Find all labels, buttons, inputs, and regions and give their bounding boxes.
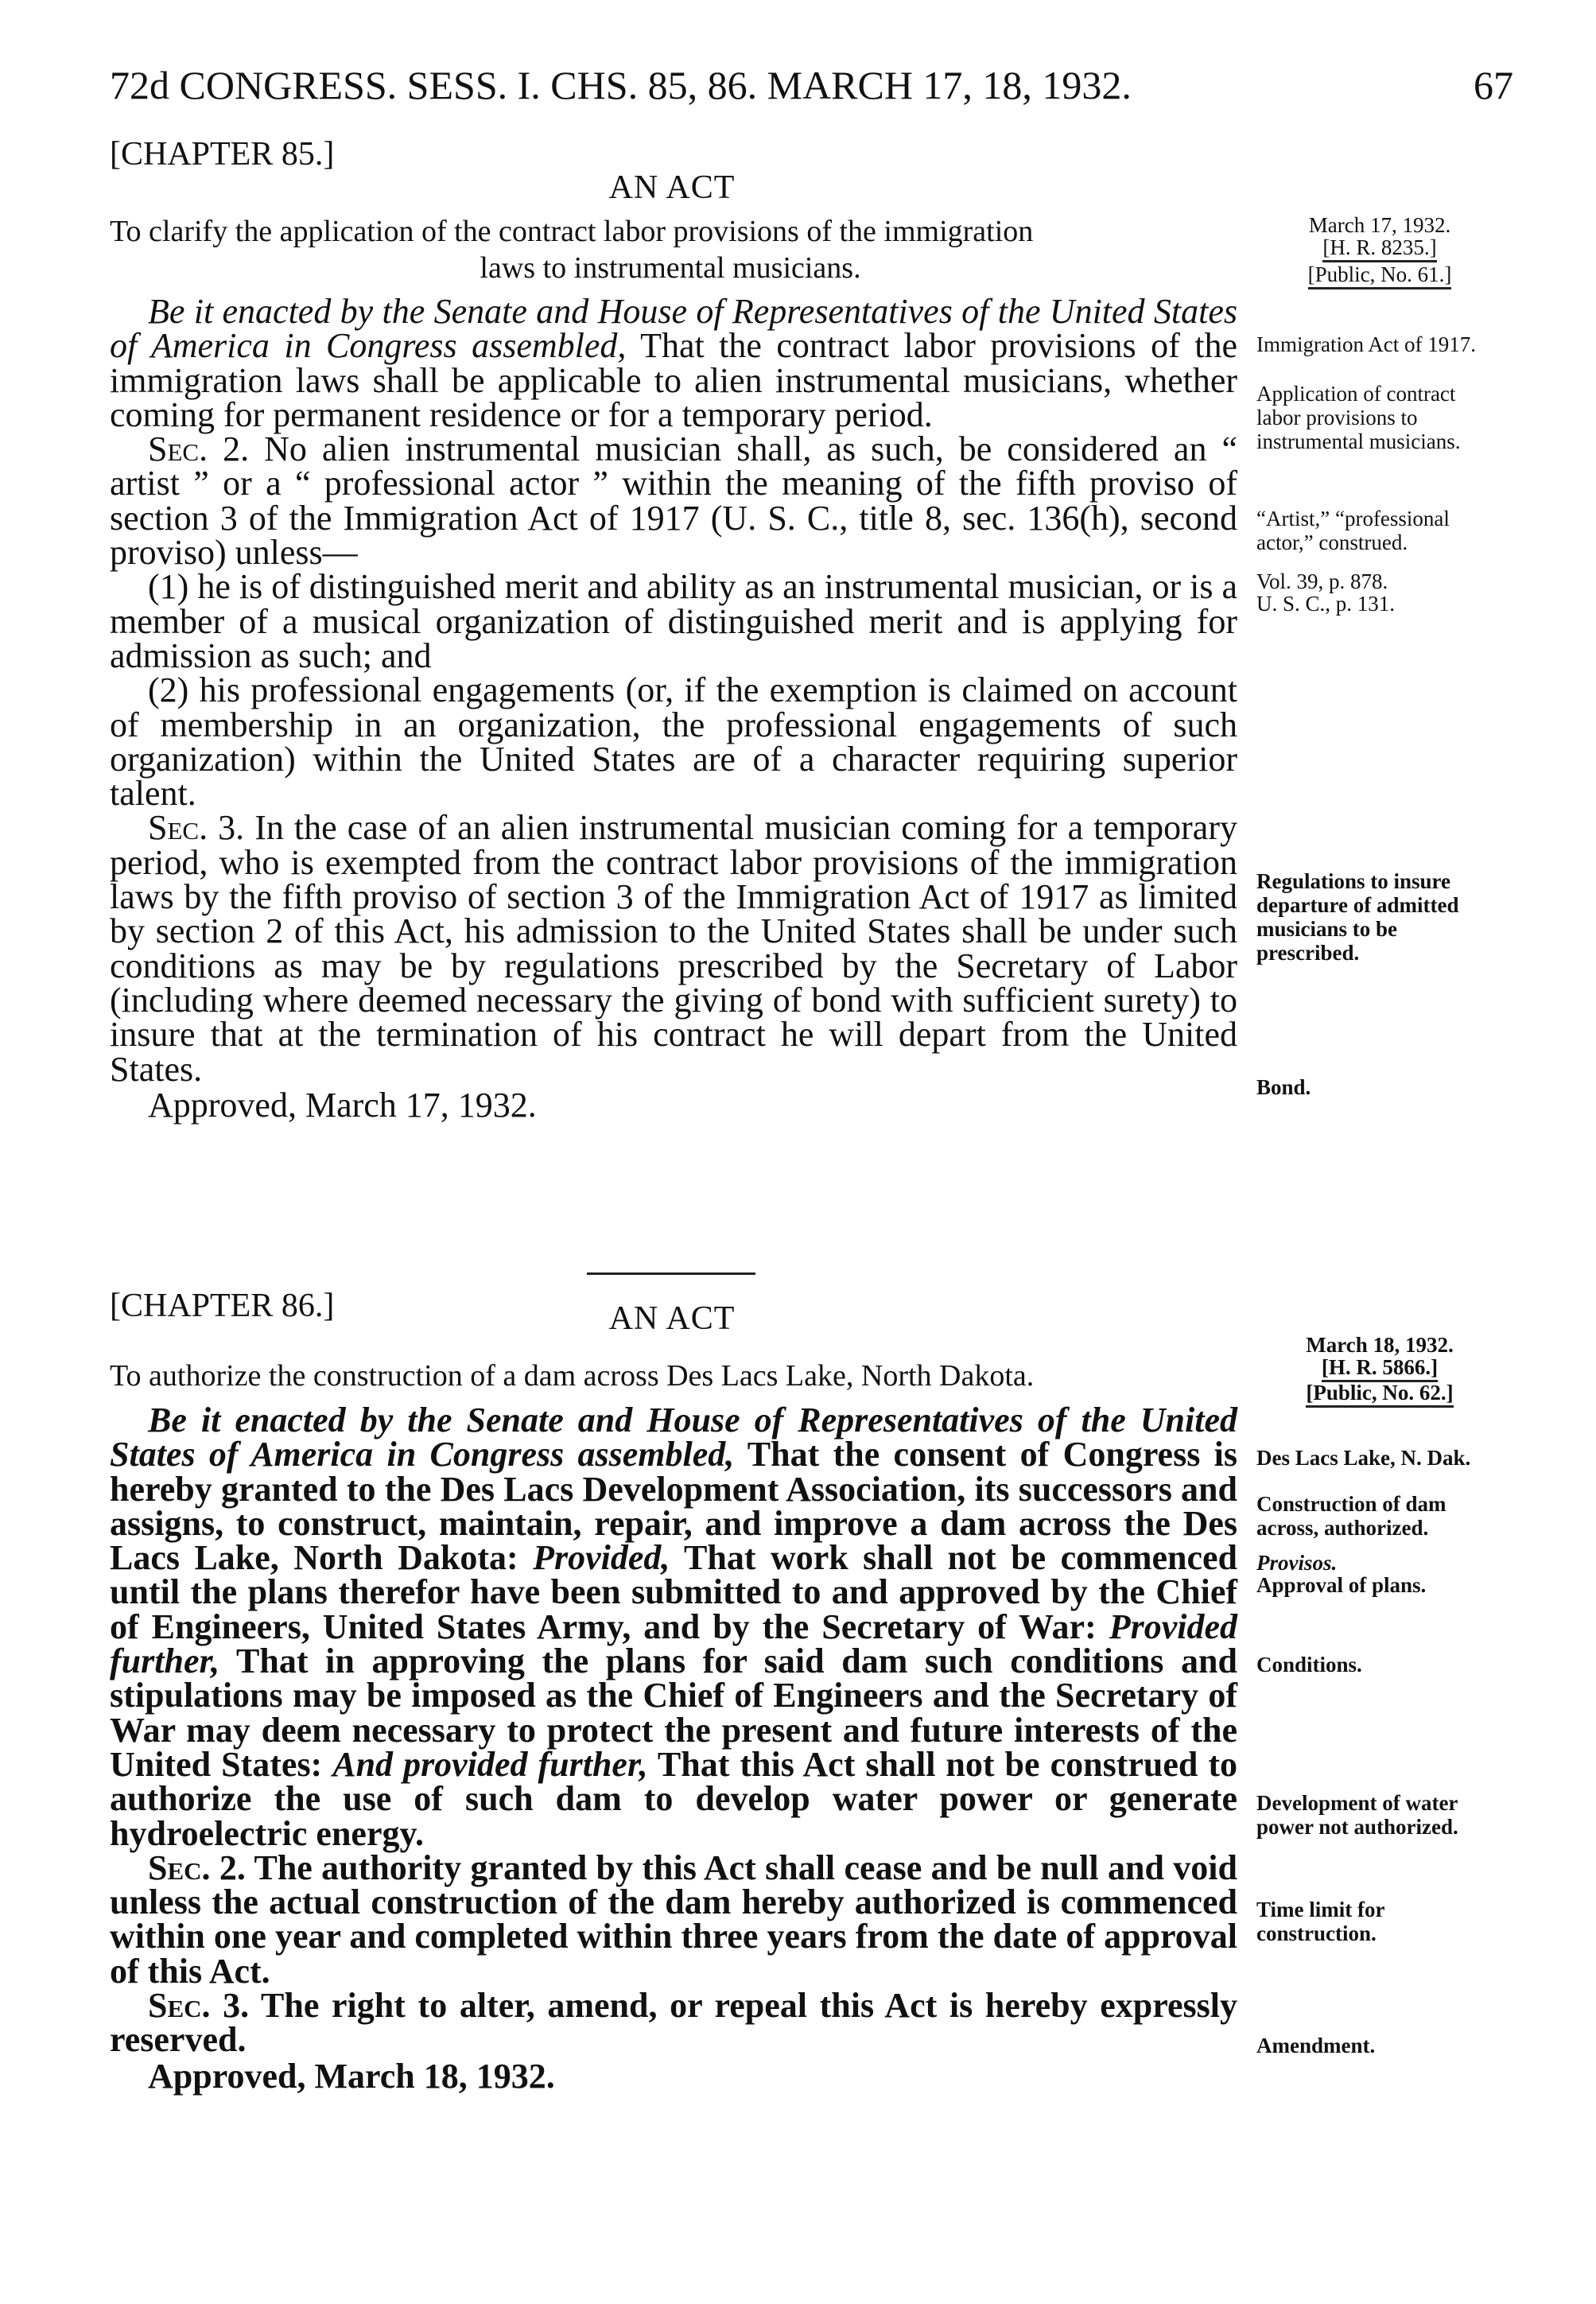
chapter-86-provided-further: Provided further, [110,1607,1237,1681]
chapter-85-margin-public-law: [Public, No. 61.] [1256,262,1503,289]
chapter-85-enacting-paragraph [110,294,1237,432]
chapter-86-margin-provisos: Provisos. [1256,1551,1338,1575]
chapter-85-margin-application: Application of contract labor provisions to instrumental musicians. [1256,382,1461,453]
chapter-85-section-3-label: Sec. 3. [148,808,245,848]
chapter-86-text-b: That work shall not be commenced until the plans therefor have been submitted to and approved by the Chief of Engineers, United States Army, and by the Secretary of War: [110,1538,1238,1646]
chapter-86-section-3-text: The right to alter, amend, or repeal this Act is hereby expressly reserved. [110,1986,1238,2060]
chapter-85-margin-usc: U. S. C., p. 131. [1256,592,1396,616]
chapter-85-section-2-label: Sec. 2. [148,429,250,469]
chapter-86-and-provided-further: And provided further, [332,1744,648,1784]
chapter-85-margin-artist-construed: “Artist,” “professional actor,” construed. [1256,507,1450,554]
chapter-85-margin-immigration-act: Immigration Act of 1917. [1256,332,1476,356]
chapter-85-item-2: (2) his professional engagements (or, if the exemption is claimed on account of membership in an organization, the professional engagements of such organization) within the United States are of a character requiring superior talent. [110,670,1237,814]
chapter-86-act-heading: AN ACT [608,1300,736,1337]
chapter-85-margin-date: March 17, 1932. [1308,213,1451,237]
chapter-85-section-2 [110,429,1237,573]
chapter-86-margin-time-limit: Time limit for construction. [1256,1898,1384,1945]
chapter-86-section-2-label: Sec. 2. [148,1847,246,1887]
chapter-86-purpose: To authorize the construction of a dam across Des Lacs Lake, North Dakota. [110,1359,1035,1393]
chapter-86-approved: Approved, March 18, 1932. [148,2056,555,2096]
chapter-86-margin-approval: Approval of plans. [1256,1573,1427,1597]
chapter-85-item-1: (1) he is of distinguished merit and ability as an instrumental musician, or is a member of a musical organization of distinguished merit and is applying for admission as such; and [110,567,1237,675]
chapter-86-enacting-clause: Be it enacted by the Senate and House of Representatives of the United States of America in Congress assembled, [110,1401,1237,1474]
chapter-85-body [110,292,1237,1125]
chapter-86-margin-date: March 18, 1932. [1306,1333,1454,1357]
chapter-86-margin-des-lacs: Des Lacs Lake, N. Dak. [1256,1446,1471,1470]
chapter-85-approved: Approved, March 17, 1932. [148,1085,537,1125]
chapter-85-purpose-line2: laws to instrumental musicians. [480,251,861,285]
chapter-86-margin-development: Development of water power not authorized. [1256,1791,1458,1839]
chapter-85-act-heading: AN ACT [608,169,736,206]
chapter-85-margin-bill: [H. R. 8235.] [1256,235,1503,262]
chapter-86-section-2 [110,1847,1237,1991]
chapter-86-margin-amendment: Amendment. [1256,2034,1376,2057]
chapter-85-purpose-line1: To clarify the application of the contract labor provisions of the immigration [110,215,1034,248]
chapter-86-margin-conditions: Conditions. [1256,1653,1362,1677]
chapter-85-label: [CHAPTER 85.] [110,136,335,173]
chapter-85-margin-bond: Bond. [1256,1075,1311,1099]
chapter-86-section-3-label: Sec. 3. [148,1986,250,2026]
chapter-85-purpose [110,213,1231,286]
chapter-86-margin-construction: Construction of dam across, authorized. [1256,1492,1446,1540]
chapter-divider [587,1272,755,1275]
chapter-85-section-1-text: That the contract labor provisions of the immigration laws shall be applicable to alien instrumental musicians, whether coming for permanent residence or for a temporary period. [110,326,1237,434]
chapter-86-section-3 [110,1986,1238,2060]
chapter-86-provided: Provided, [533,1538,670,1578]
chapter-86-enacting-paragraph [110,1403,1237,1851]
chapter-86-margin-bill: [H. R. 5866.] [1256,1355,1503,1382]
running-header [110,62,1513,110]
page-number: 67 [1474,63,1513,107]
chapter-86-margin-public-law: [Public, No. 62.] [1256,1381,1503,1408]
chapter-86-text-a: That the consent of Congress is hereby granted to the Des Lacs Development Association, its successors and assigns, to construct, maintain, repair, and improve a dam across the Des Lacs Lake, North Dakota: [110,1435,1237,1578]
chapter-86-section-2-text: The authority granted by this Act shall cease and be null and void unless the actual construction of the dam hereby authorized is commenced within one year and completed within three years from the date of approval of this Act. [110,1847,1237,1991]
chapter-85-margin-regulations: Regulations to insure departure of admitted musicians to be prescribed. [1256,869,1459,965]
chapter-85-enacting-clause: Be it enacted by the Senate and House of Representatives of the United States of America in Congress assembled, [110,292,1237,366]
chapter-85-section-3 [110,808,1237,1089]
chapter-86-label: [CHAPTER 86.] [110,1288,335,1324]
chapter-86-body [110,1401,1238,2096]
header-title: 72d CONGRESS. SESS. I. CHS. 85, 86. MARCH 17, 18, 1932. [110,63,1132,107]
chapter-85-section-3-text: In the case of an alien instrumental musician coming for a temporary period, who is exempted from the contract labor provisions of the immigration laws by the fifth proviso of section 3 of the Immigration Act of 1917 as limited by section 2 of this Act, his admission to the United States shall be under such conditions as may be by regulations prescribed by the Secretary of Labor (including where deemed necessary the giving of bond with sufficient surety) to insure that at the termination of his contract he will depart from the United States. [110,808,1237,1089]
chapter-85-margin-vol: Vol. 39, p. 878. [1256,569,1388,593]
chapter-85-section-2-text: No alien instrumental musician shall, as such, be considered an “ artist ” or a “ professional actor ” within the meaning of the fifth proviso of section 3 of the Immigration Act of 1917 (U. S. C., title 8, sec. 136(h), second proviso) unless— [110,429,1237,573]
chapter-86-text-d: That this Act shall not be construed to authorize the use of such dam to develop water power or generate hydroelectric energy. [110,1744,1238,1853]
chapter-86-text-c: That in approving the plans for said dam such conditions and stipulations may be imposed as the Chief of Engineers and the Secretary of War may deem necessary to protect the present and future interests of the United States: [110,1642,1237,1784]
